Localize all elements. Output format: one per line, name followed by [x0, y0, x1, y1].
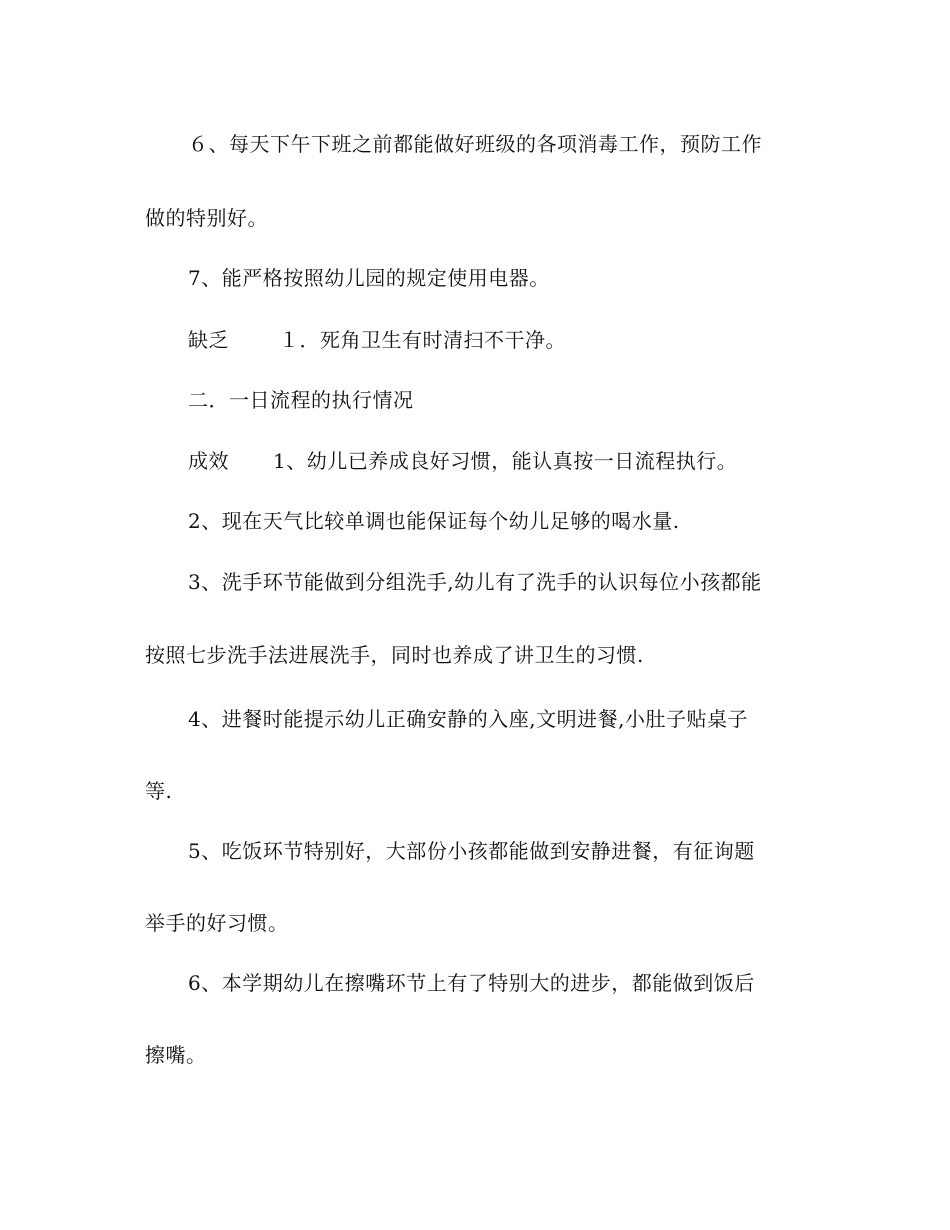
shortcoming-label: 缺乏 — [188, 328, 229, 352]
paragraph-item-6-disinfection — [188, 130, 762, 158]
paragraph-shortcoming — [188, 326, 566, 354]
paragraph-continuation — [145, 777, 172, 805]
paragraph-item-5-eating — [188, 837, 755, 865]
paragraph-text: 4、进餐时能提示幼儿正确安静的入座,文明进餐,小肚子贴桌子 — [188, 707, 748, 731]
paragraph-continuation — [145, 641, 644, 669]
section-heading-daily-routine — [188, 386, 414, 414]
paragraph-text: 2、现在天气比较单调也能保证每个幼儿足够的喝水量. — [188, 509, 680, 533]
paragraph-text: 擦嘴。 — [145, 1043, 207, 1067]
section-heading-text: 二．一日流程的执行情况 — [188, 388, 414, 412]
paragraph-text: １．死角卫生有时清扫不干净。 — [279, 328, 566, 352]
paragraph-text: 5、吃饭环节特别好，大部份小孩都能做到安静进餐，有征询题 — [188, 839, 755, 863]
paragraph-text: 等. — [145, 779, 173, 803]
paragraph-continuation — [145, 204, 268, 232]
paragraph-results — [188, 447, 737, 475]
paragraph-text: 按照七步洗手法进展洗手，同时也养成了讲卫生的习惯. — [145, 643, 644, 667]
paragraph-item-2-water — [188, 507, 680, 535]
paragraph-item-4-meals — [188, 705, 748, 733]
paragraph-item-3-handwashing — [188, 568, 762, 596]
paragraph-text: 7、能严格按照幼儿园的规定使用电器。 — [188, 266, 550, 290]
paragraph-text: 做的特别好。 — [145, 206, 268, 230]
results-label: 成效 — [188, 449, 229, 473]
paragraph-text: 6、本学期幼儿在擦嘴环节上有了特别大的进步，都能做到饭后 — [188, 971, 755, 995]
paragraph-item-6-mouth-wiping — [188, 969, 755, 997]
paragraph-text: 1、幼儿已养成良好习惯，能认真按一日流程执行。 — [273, 449, 738, 473]
paragraph-item-7-electrical — [188, 264, 550, 292]
paragraph-continuation — [145, 1041, 207, 1069]
paragraph-text: 3、洗手环节能做到分组洗手,幼儿有了洗手的认识每位小孩都能 — [188, 570, 762, 594]
paragraph-text: 举手的好习惯。 — [145, 911, 289, 935]
paragraph-text: ６、每天下午下班之前都能做好班级的各项消毒工作，预防工作 — [188, 132, 762, 156]
paragraph-continuation — [145, 909, 289, 937]
